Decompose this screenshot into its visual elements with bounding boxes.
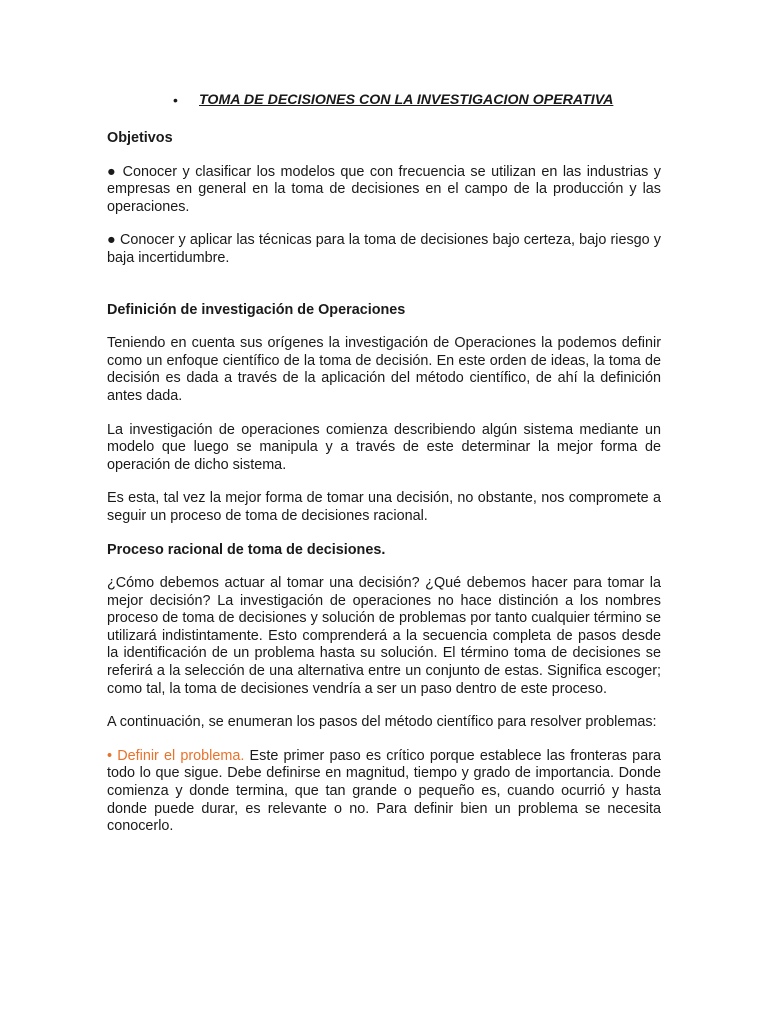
step-1-label: • Definir el problema. [107,747,245,764]
step-1-text: Este primer paso es crítico porque establece las fronteras para todo lo que sigue. Debe definirse en magnitud, tiempo y grado de importancia. Donde comienza y donde termina, que tan grande o pequeño es, cuando ocurrió y hasta donde puede durar, es relevante o no. Para definir bien un problema se necesita conocerlo. [107,747,661,835]
step-paragraph-1 [107,748,661,836]
title-line [107,92,661,110]
proceso-paragraph-2: A continuación, se enumeran los pasos del método científico para resolver problemas: [107,714,657,731]
document-title: TOMA DE DECISIONES CON LA INVESTIGACION OPERATIVA [199,92,614,108]
definicion-paragraph-3: Es esta, tal vez la mejor forma de tomar una decisión, no obstante, nos compromete a seguir un proceso de toma de decisiones racional. [107,490,661,524]
definicion-paragraph-2: La investigación de operaciones comienza describiendo algún sistema mediante un modelo que luego se manipula y a través de este determinar la mejor forma de operación de dicho sistema. [107,421,661,473]
definicion-paragraph-1: Teniendo en cuenta sus orígenes la investigación de Operaciones la podemos definir como un enfoque científico de la toma de decisión. En este orden de ideas, la toma de decisión es dada a través de la aplicación del método científico, de ahí la definición antes dada. [107,335,661,404]
proceso-paragraph-1: ¿Cómo debemos actuar al tomar una decisión? ¿Qué debemos hacer para tomar la mejor decisión? La investigación de operaciones no hace distinción a los nombres proceso de toma de decisiones y solución de problemas por tanto cualquier término se utilizará indistintamente. Esto comprenderá a la secuencia completa de pasos desde la identificación de un problema hasta su solución. El término toma de decisiones se referirá a la selección de una alternativa entre un conjunto de estas. Significa escoger; como tal, la toma de decisiones vendría a ser un paso dentro de este proceso. [107,575,661,697]
objetivo-paragraph-1: ● Conocer y clasificar los modelos que con frecuencia se utilizan en las industrias y empresas en general en la toma de decisiones en el campo de la producción y las operaciones. [107,163,661,215]
heading-definicion: Definición de investigación de Operaciones [107,301,406,318]
title-bullet: • [173,92,178,108]
document-page [107,92,661,852]
heading-objetivos: Objetivos [107,130,173,146]
heading-proceso: Proceso racional de toma de decisiones. [107,541,386,558]
objetivo-paragraph-2: ● Conocer y aplicar las técnicas para la toma de decisiones bajo certeza, bajo riesgo y baja incertidumbre. [107,232,661,266]
section-spacer [107,284,661,302]
